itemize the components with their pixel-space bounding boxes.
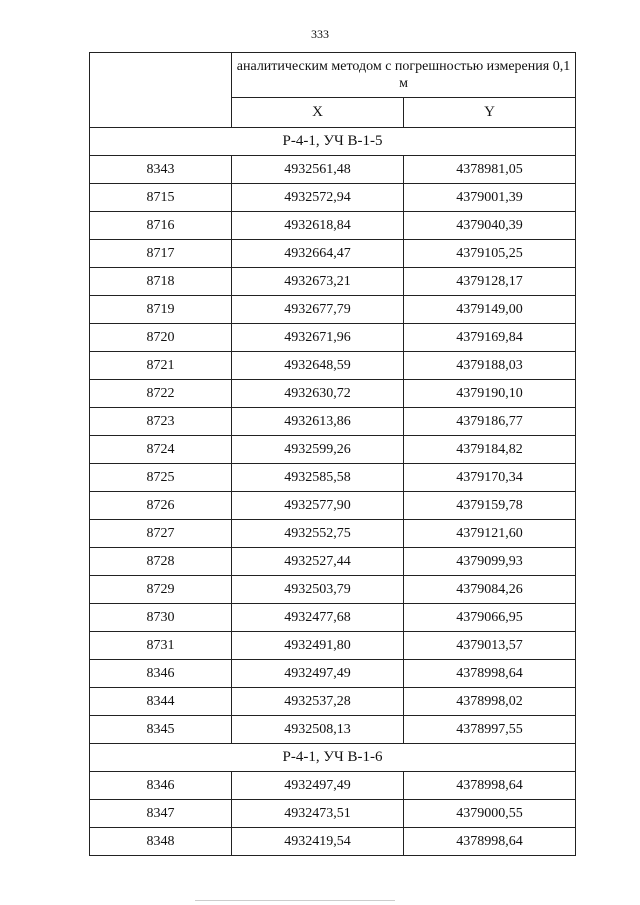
header-row	[90, 53, 576, 98]
point-number-cell: 8724	[90, 436, 232, 464]
y-coordinate-cell: 4378997,55	[404, 716, 576, 744]
table-row	[90, 408, 576, 436]
point-number-cell: 8347	[90, 800, 232, 828]
x-coordinate-cell: 4932497,49	[232, 772, 404, 800]
table-row	[90, 324, 576, 352]
y-coordinate-cell: 4379169,84	[404, 324, 576, 352]
y-coordinate-cell: 4379188,03	[404, 352, 576, 380]
x-coordinate-cell: 4932630,72	[232, 380, 404, 408]
point-number-cell: 8725	[90, 464, 232, 492]
section-row	[90, 128, 576, 156]
y-coordinate-cell: 4379128,17	[404, 268, 576, 296]
point-number-cell: 8727	[90, 520, 232, 548]
x-coordinate-cell: 4932497,49	[232, 660, 404, 688]
table-row	[90, 800, 576, 828]
y-coordinate-cell: 4379040,39	[404, 212, 576, 240]
x-coordinate-cell: 4932561,48	[232, 156, 404, 184]
x-coordinate-cell: 4932572,94	[232, 184, 404, 212]
y-coordinate-cell: 4379066,95	[404, 604, 576, 632]
x-coordinate-cell: 4932677,79	[232, 296, 404, 324]
y-coordinate-cell: 4379149,00	[404, 296, 576, 324]
coordinates-table	[89, 52, 576, 856]
x-coordinate-cell: 4932527,44	[232, 548, 404, 576]
table-row	[90, 716, 576, 744]
y-coordinate-cell: 4379099,93	[404, 548, 576, 576]
table-row	[90, 828, 576, 856]
point-number-header	[90, 53, 232, 128]
table-row	[90, 380, 576, 408]
point-number-cell: 8346	[90, 660, 232, 688]
table-row	[90, 352, 576, 380]
y-coordinate-cell: 4378998,64	[404, 828, 576, 856]
y-coordinate-cell: 4378981,05	[404, 156, 576, 184]
point-number-cell: 8716	[90, 212, 232, 240]
point-number-cell: 8717	[90, 240, 232, 268]
x-coordinate-cell: 4932671,96	[232, 324, 404, 352]
point-number-cell: 8718	[90, 268, 232, 296]
point-number-cell: 8730	[90, 604, 232, 632]
x-coordinate-cell: 4932673,21	[232, 268, 404, 296]
table-row	[90, 520, 576, 548]
point-number-cell: 8346	[90, 772, 232, 800]
point-number-cell: 8348	[90, 828, 232, 856]
point-number-cell: 8345	[90, 716, 232, 744]
point-number-cell: 8723	[90, 408, 232, 436]
y-coordinate-cell: 4379013,57	[404, 632, 576, 660]
x-coordinate-cell: 4932613,86	[232, 408, 404, 436]
x-coordinate-cell: 4932419,54	[232, 828, 404, 856]
x-coordinate-cell: 4932552,75	[232, 520, 404, 548]
x-column-header: X	[232, 98, 404, 128]
y-coordinate-cell: 4379159,78	[404, 492, 576, 520]
table-row	[90, 632, 576, 660]
point-number-cell: 8726	[90, 492, 232, 520]
point-number-cell: 8722	[90, 380, 232, 408]
point-number-cell: 8343	[90, 156, 232, 184]
table-row	[90, 268, 576, 296]
table-row	[90, 184, 576, 212]
table-row	[90, 436, 576, 464]
table-row	[90, 240, 576, 268]
page-number: 333	[311, 27, 329, 41]
x-coordinate-cell: 4932577,90	[232, 492, 404, 520]
table-row	[90, 576, 576, 604]
section-row	[90, 744, 576, 772]
y-coordinate-cell: 4378998,64	[404, 772, 576, 800]
y-coordinate-cell: 4379105,25	[404, 240, 576, 268]
table-row	[90, 156, 576, 184]
table-row	[90, 296, 576, 324]
x-coordinate-cell: 4932503,79	[232, 576, 404, 604]
y-coordinate-cell: 4378998,64	[404, 660, 576, 688]
point-number-cell: 8719	[90, 296, 232, 324]
y-coordinate-cell: 4379184,82	[404, 436, 576, 464]
y-coordinate-cell: 4379000,55	[404, 800, 576, 828]
point-number-cell: 8728	[90, 548, 232, 576]
point-number-cell: 8715	[90, 184, 232, 212]
y-coordinate-cell: 4379121,60	[404, 520, 576, 548]
x-coordinate-cell: 4932537,28	[232, 688, 404, 716]
y-coordinate-cell: 4379170,34	[404, 464, 576, 492]
page-bottom-edge	[195, 900, 395, 901]
x-coordinate-cell: 4932473,51	[232, 800, 404, 828]
x-coordinate-cell: 4932664,47	[232, 240, 404, 268]
section-title: Р-4-1, УЧ В-1-5	[90, 128, 576, 156]
x-coordinate-cell: 4932491,80	[232, 632, 404, 660]
table-row	[90, 688, 576, 716]
point-number-cell: 8721	[90, 352, 232, 380]
table-row	[90, 464, 576, 492]
table-row	[90, 660, 576, 688]
table-row	[90, 604, 576, 632]
x-coordinate-cell: 4932585,58	[232, 464, 404, 492]
table-row	[90, 548, 576, 576]
point-number-cell: 8731	[90, 632, 232, 660]
section-title: Р-4-1, УЧ В-1-6	[90, 744, 576, 772]
y-coordinate-cell: 4379001,39	[404, 184, 576, 212]
point-number-cell: 8729	[90, 576, 232, 604]
y-column-header: Y	[404, 98, 576, 128]
y-coordinate-cell: 4379084,26	[404, 576, 576, 604]
table-row	[90, 492, 576, 520]
point-number-cell: 8344	[90, 688, 232, 716]
coordinates-table-body	[90, 53, 576, 856]
x-coordinate-cell: 4932618,84	[232, 212, 404, 240]
y-coordinate-cell: 4378998,02	[404, 688, 576, 716]
table-row	[90, 772, 576, 800]
x-coordinate-cell: 4932508,13	[232, 716, 404, 744]
x-coordinate-cell: 4932648,59	[232, 352, 404, 380]
y-coordinate-cell: 4379190,10	[404, 380, 576, 408]
x-coordinate-cell: 4932599,26	[232, 436, 404, 464]
method-header: аналитическим методом с погрешностью измерения 0,1 м	[232, 53, 576, 98]
table-row	[90, 212, 576, 240]
point-number-cell: 8720	[90, 324, 232, 352]
y-coordinate-cell: 4379186,77	[404, 408, 576, 436]
x-coordinate-cell: 4932477,68	[232, 604, 404, 632]
